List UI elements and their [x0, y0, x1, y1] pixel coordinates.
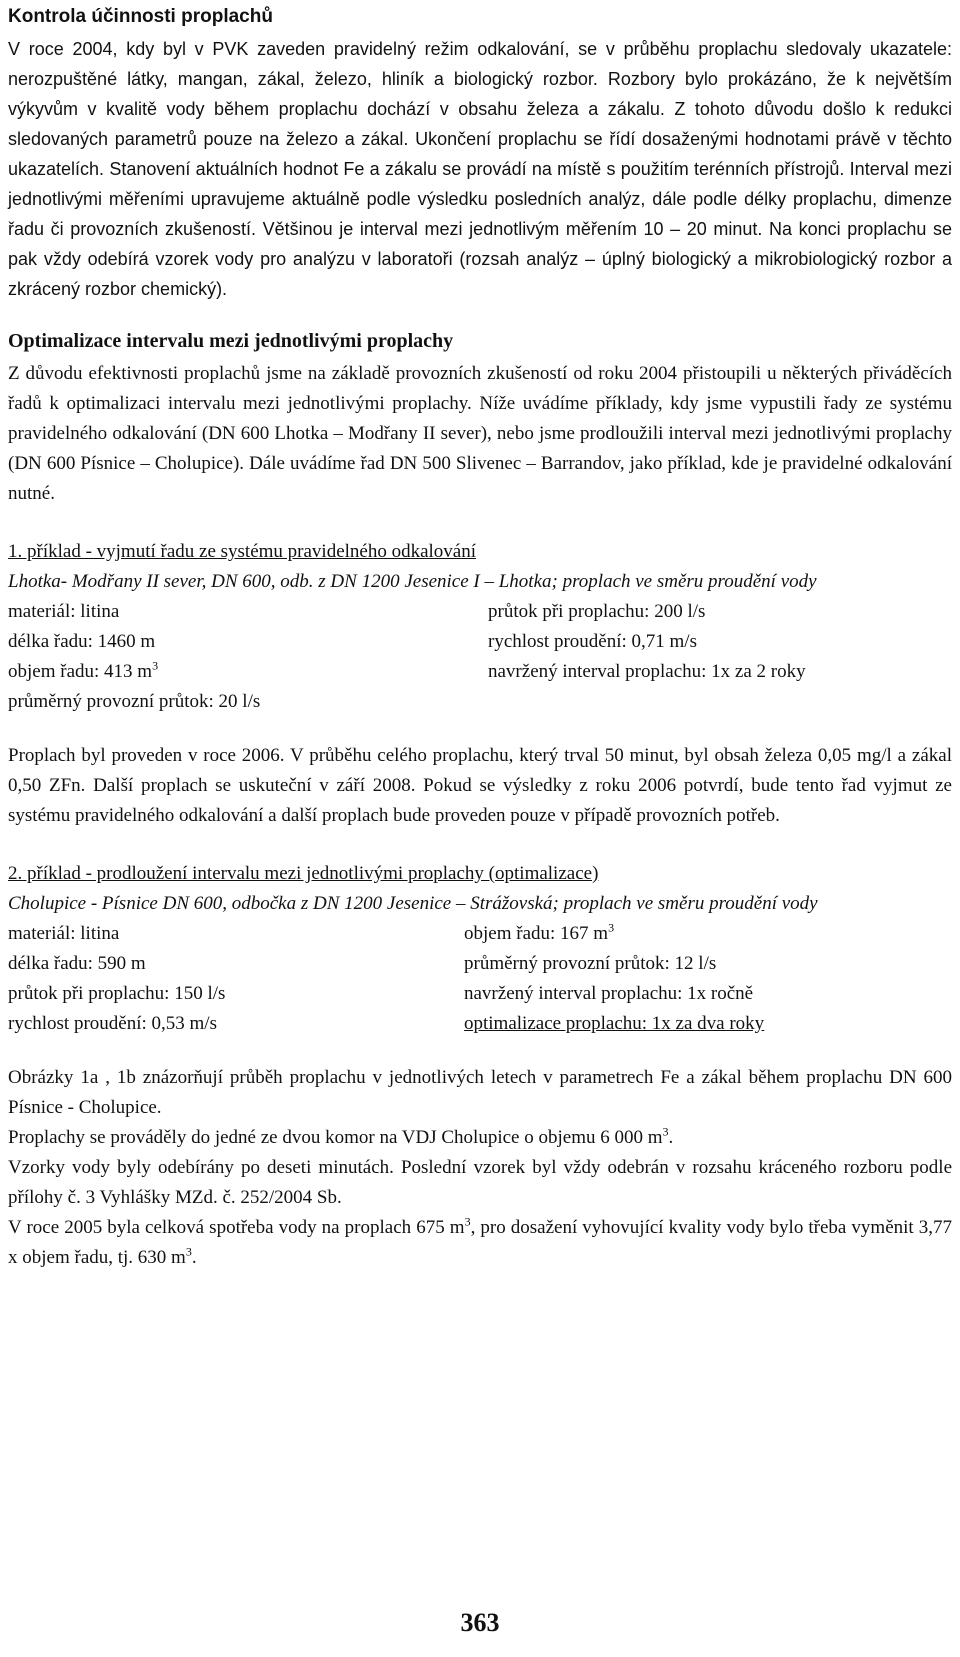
example-2-left-1: délka řadu: 590 m: [8, 953, 146, 974]
example-1-left-0: materiál: litina: [8, 601, 120, 622]
closing-paragraph-2: Proplachy se prováděly do jedné ze dvou komor na VDJ Cholupice o objemu 6 000 $m^3$.: [8, 1124, 674, 1148]
example-1-right-1: rychlost proudění: 0,71 m/s: [488, 631, 697, 652]
example-2-right-1: průměrný provozní průtok: 12 l/s: [464, 953, 717, 974]
example-1-heading: 1. příklad - vyjmutí řadu ze systému pravidelného odkalování: [8, 541, 477, 562]
example-2-left-3: rychlost proudění: 0,53 m/s: [8, 1013, 217, 1034]
example-2-heading: 2. příklad - prodloužení intervalu mezi jednotlivými proplachy (optimalizace): [8, 863, 599, 884]
closing-text: [8, 1063, 952, 1273]
example-2-params: [8, 919, 952, 1039]
example-1-left-3: průměrný provozní průtok: 20 l/s: [8, 691, 261, 712]
example-2-left-2: průtok při proplachu: 150 l/s: [8, 983, 226, 1004]
example-1-paragraph: Proplach byl proveden v roce 2006. V průběhu celého proplachu, který trval 50 minut, byl obsah železa 0,05 mg/l a zákal 0,50 ZFn. Další proplach se uskuteční v září 2008. Pokud se výsledky z roku 2006 potvrdí, bude tento řad vyjmut ze systému pravidelného odkalování a další proplach bude proveden pouze v případě provozních potřeb.: [8, 745, 952, 826]
example-2-left-0: materiál: litina: [8, 923, 120, 944]
example-1-subheading: Lhotka- Modřany II sever, DN 600, odb. z DN 1200 Jesenice I – Lhotka; proplach ve směru proudění vody: [8, 571, 817, 592]
example-2-right-2: navržený interval proplachu: 1x ročně: [464, 983, 754, 1004]
section-title-optimization: Optimalizace intervalu mezi jednotlivými proplachy: [8, 330, 454, 352]
example-1-left-2: objem řadu: 413 $m^3$: [8, 658, 159, 682]
page-number: 363: [460, 1608, 500, 1637]
example-1: [8, 537, 952, 831]
example-1-params: [8, 597, 952, 717]
example-2-subheading: Cholupice - Písnice DN 600, odbočka z DN 1200 Jesenice – Strážovská; proplach ve směru proudění vody: [8, 893, 818, 914]
example-1-right-0: průtok při proplachu: 200 l/s: [488, 601, 706, 622]
example-1-left-1: délka řadu: 1460 m: [8, 631, 156, 652]
section-title-efficiency: Kontrola účinnosti proplachů: [8, 6, 273, 27]
paragraph-efficiency: V roce 2004, kdy byl v PVK zaveden pravidelný režim odkalování, se v průběhu proplachu sledovaly ukazatele: nerozpuštěné látky, mangan, zákal, železo, hliník a biologický rozbor. Rozbory bylo prokázáno, že k největším výkyvům v kvalitě vody během proplachu dochází v obsahu železa a zákalu. Z tohoto důvodu došlo k redukci sledovaných parametrů pouze na železo a zákal. Ukončení proplachu se řídí dosaženými hodnotami právě v těchto ukazatelích. Stanovení aktuálních hodnot Fe a zákalu se provádí na místě s použitím terénních přístrojů. Interval mezi jednotlivými měřeními upravujeme aktuálně podle výsledku posledních analýz, dále podle délky proplachu, dimenze řadu či provozních zkušeností. Většinou je interval mezi jednotlivým měřením 10 – 20 minut. Na konci proplachu se pak vždy odebírá vzorek vody pro analýzu v laboratoři (rozsah analýz – úplný biologický a mikrobiologický rozbor a zkrácený rozbor chemický).: [8, 39, 952, 299]
closing-paragraph-4: V roce 2005 byla celková spotřeba vody na proplach 675 $m^3$, pro dosažení vyhovující kvality vody bylo třeba vyměnit 3,77 x objem řadu, tj. 630 $m^3$.: [8, 1214, 952, 1268]
closing-paragraph-3: Vzorky vody byly odebírány po deseti minutách. Poslední vzorek byl vždy odebrán v rozsahu kráceného rozboru podle přílohy č. 3 Vyhlášky MZd. č. 252/2004 Sb.: [8, 1157, 952, 1208]
example-2-right-3: optimalizace proplachu: 1x za dva roky: [464, 1013, 765, 1034]
example-1-right-2: navržený interval proplachu: 1x za 2 roky: [488, 661, 806, 682]
example-2-right-0: objem řadu: 167 $m^3$: [464, 920, 615, 944]
closing-paragraph-1: Obrázky 1a , 1b znázorňují průběh proplachu v jednotlivých letech v parametrech Fe a zákal během proplachu DN 600 Písnice - Cholupice.: [8, 1067, 952, 1118]
example-2: [8, 859, 952, 1039]
paragraph-optimization: Z důvodu efektivnosti proplachů jsme na základě provozních zkušeností od roku 2004 přistoupili u některých přiváděcích řadů k optimalizaci intervalu mezi jednotlivými proplachy. Níže uvádíme příklady, kdy jsme vypustili řady ze systému pravidelného odkalování (DN 600 Lhotka – Modřany II sever), nebo jsme prodloužili interval mezi jednotlivými proplachy (DN 600 Písnice – Cholupice). Dále uvádíme řad DN 500 Slivenec – Barrandov, jako příklad, kde je pravidelné odkalování nutné.: [8, 363, 952, 504]
